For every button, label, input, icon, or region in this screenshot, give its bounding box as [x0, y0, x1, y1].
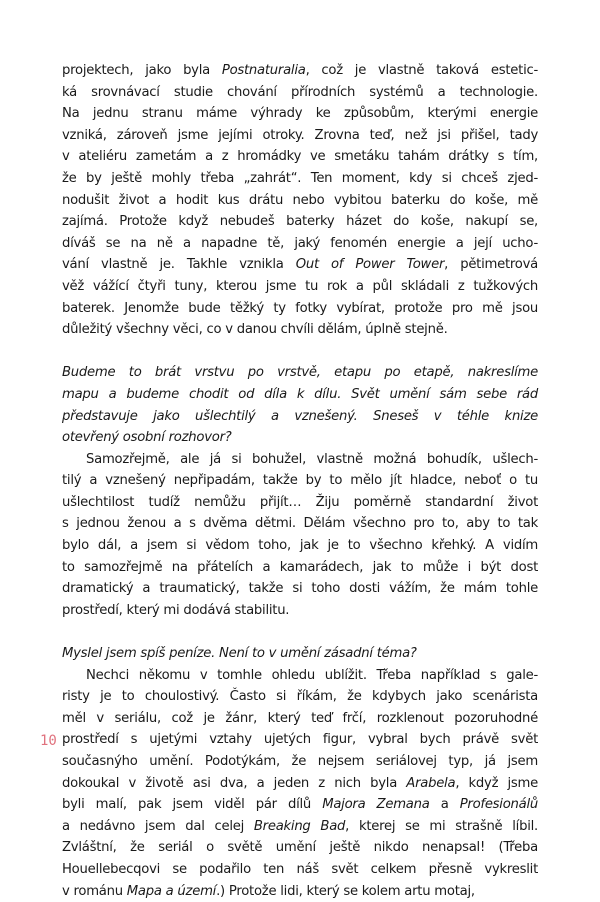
text-line: [62, 233, 538, 255]
body-text: [62, 60, 538, 902]
paragraph-gap: [62, 621, 538, 643]
text-segment: a nedávno jsem dal celej: [62, 818, 254, 834]
text-segment: v románu: [62, 883, 127, 899]
text-line: [62, 82, 538, 104]
text-line: [62, 125, 538, 147]
text-segment: dokoukal v životě asi dva, a jeden z nich byla: [62, 775, 407, 791]
text-segment: tilý a vznešený nepřipadám, takže by to mělo jít hladce, neboť o tu: [62, 473, 538, 489]
text-line: [62, 729, 538, 751]
text-line: [62, 578, 538, 600]
text-segment: ká srovnávací studie chování přírodních systémů a technologie.: [62, 84, 538, 100]
italic-title: Arabela: [406, 775, 456, 791]
text-segment: prostředí, který mi dodává stabilitu.: [62, 602, 290, 618]
italic-title: Profesionálů: [459, 797, 538, 813]
text-segment: , když jsme: [455, 775, 538, 791]
text-line: [62, 859, 538, 881]
italic-title: Majora Zemana: [322, 797, 430, 813]
text-segment: zajímá. Protože když nebudeš baterky házet do koše, nakupí se,: [62, 214, 538, 230]
text-segment: , což je vlastně taková estetic-: [305, 63, 539, 78]
text-segment: .) Protože lidi, který se kolem artu motaj,: [216, 883, 475, 899]
interview-answer: [62, 665, 538, 902]
text-segment: důležitý všechny věci, co v danou chvíli dělám, úplně stejně.: [62, 322, 448, 338]
text-segment: představuje jako ušlechtilý a vznešený. Sneseš v téhle knize: [62, 408, 538, 424]
text-segment: Budeme to brát vrstvu po vrstvě, etapu po etapě, nakreslíme: [62, 365, 538, 381]
text-segment: otevřený osobní rozhovor?: [62, 430, 232, 446]
text-line: [62, 319, 538, 341]
text-line: [62, 881, 538, 902]
text-segment: v ateliéru zametám a z hromádky ve smetáku tahám drátky s tím,: [62, 149, 538, 165]
text-segment: , kterej se mi strašně líbil.: [345, 818, 538, 834]
text-line: [62, 535, 538, 557]
text-line: [62, 449, 538, 471]
text-line: [62, 557, 538, 579]
text-segment: baterek. Jenomže bude těžký ty fotky vybírat, protože pro mě jsou: [62, 300, 538, 316]
italic-title: Mapa a území: [126, 883, 217, 899]
text-line: [62, 168, 538, 190]
text-line: [62, 470, 538, 492]
text-segment: Na jednu stranu máme výhrady ke způsobům, kterými energie: [62, 106, 538, 122]
italic-title: Breaking Bad: [253, 818, 346, 834]
text-segment: Samozřejmě, ale já si bohužel, vlastně možná bohudík, ušlech-: [86, 451, 538, 467]
paragraph-gap: [62, 341, 538, 363]
text-segment: vzniká, zároveň jsme jejími otroky. Zrovna teď, než jsi přišel, tady: [62, 127, 538, 143]
text-segment: Zvláštní, že seriál o světě umění ještě nikdo nenapsal! (Třeba: [62, 840, 538, 856]
text-segment: byli malí, pak jsem viděl pár dílů: [62, 797, 323, 813]
text-line: [62, 773, 538, 795]
text-line: [62, 751, 538, 773]
text-line: [62, 686, 538, 708]
text-line: [62, 190, 538, 212]
text-line: [62, 384, 538, 406]
text-segment: současnýho umění. Podotýkám, že nejsem seriálovej typ, já jsem: [62, 754, 538, 769]
text-segment: risty je to choulostivý. Často si říkám, že kdybych jako scenárista: [62, 689, 538, 705]
text-line: [62, 643, 538, 665]
text-segment: díváš se na ně a napadne tě, jaký fenomén energie a její ucho-: [62, 235, 538, 251]
text-line: [62, 103, 538, 125]
text-line: [62, 665, 538, 687]
interview-answer: [62, 60, 538, 341]
text-line: [62, 513, 538, 535]
text-line: [62, 816, 538, 838]
text-segment: projektech, jako byla: [62, 63, 222, 78]
text-segment: s jednou ženou a s dvěma dětmi. Dělám všechno pro to, aby to tak: [62, 516, 538, 532]
text-line: [62, 254, 538, 276]
page-number: 10: [40, 733, 57, 749]
text-line: [62, 146, 538, 168]
text-line: [62, 794, 538, 816]
text-segment: Nechci někomu v tomhle ohledu ublížit. Třeba například s gale-: [86, 667, 538, 683]
text-segment: měl v seriálu, což je žánr, který teď frčí, rozklenout pozoruhodné: [62, 710, 538, 726]
text-segment: věž vážící čtyři tuny, kterou jsme tu rok a půl skládali z tužkových: [62, 278, 538, 294]
text-line: [62, 298, 538, 320]
text-line: [62, 837, 538, 859]
text-line: [62, 427, 538, 449]
text-line: [62, 211, 538, 233]
text-segment: Houellebecqovi se podařilo ten náš svět celkem přesně vykreslit: [62, 861, 538, 877]
text-segment: to samozřejmě na přátelích a kamarádech, jak to může i být dost: [62, 559, 538, 575]
text-line: [62, 406, 538, 428]
italic-title: Out of Power Tower: [295, 257, 445, 273]
text-line: [62, 492, 538, 514]
text-line: [62, 276, 538, 298]
text-segment: dramatický a traumatický, takže si toho dosti vážím, že mám tohle: [62, 581, 538, 597]
interview-question: [62, 643, 538, 665]
text-segment: vání vlastně je. Takhle vznikla: [62, 257, 296, 273]
text-segment: mapu a budeme chodit od díla k dílu. Svět umění sám sebe rád: [62, 386, 538, 402]
text-line: [62, 362, 538, 384]
text-segment: bylo dál, a jsem si vědom toho, jak je to všechno křehký. A vidím: [62, 538, 538, 554]
text-segment: Myslel jsem spíš peníze. Není to v umění zásadní téma?: [62, 646, 417, 662]
text-line: [62, 60, 538, 82]
text-segment: prostředí s ujetými vztahy ujetých figur, vybral bych právě svět: [62, 732, 538, 748]
text-line: [62, 600, 538, 622]
text-segment: že by ještě mohly třeba „zahrát“. Ten moment, kdy si chceš zjed-: [62, 170, 538, 186]
italic-title: Postnaturalia: [221, 63, 306, 78]
interview-answer: [62, 449, 538, 622]
text-segment: nodušit život a hodit kus drátu nebo vybitou baterku do koše, mě: [62, 192, 538, 208]
text-segment: ušlechtilost tudíž nemůžu přijít… Žiju poměrně standardní život: [62, 494, 538, 510]
text-segment: , pětimetrová: [444, 257, 538, 273]
interview-question: [62, 362, 538, 448]
text-line: [62, 708, 538, 730]
text-segment: a: [429, 797, 460, 813]
